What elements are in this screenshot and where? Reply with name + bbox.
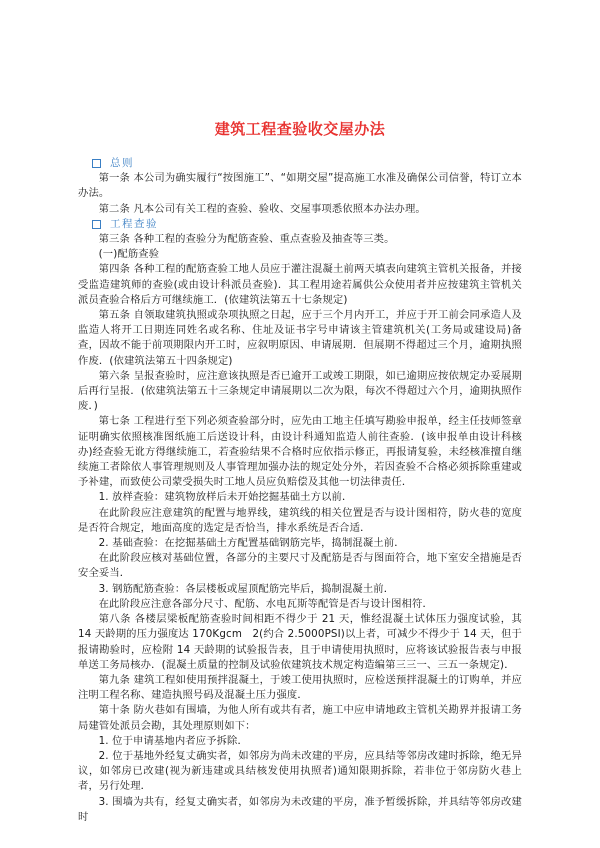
section-heading-label: 总则 [110,157,134,169]
checkbox-icon [92,159,101,168]
article-5: 第五条 自领取建筑执照或杂项执照之日起，应于三个月内开工，并应于开工前会同承造人及监造人将开工日期连同姓名或名称、住址及证书字号申请该主管建筑机关(工务局或建设局)备查，因故不能于前项期限内开工时，应叙明原因、申请展期．但展期不得超过三个月，逾期执照作废．(依建筑法第五十四条规定) [78,309,522,367]
section-heading-label: 工程查验 [110,217,158,230]
item-rebar-note: 在此阶段应注意各部分尺寸、配筋、水电瓦斯等配管是否与设计图相符． [98,597,433,610]
article-2: 第二条 凡本公司有关工程的查验、验收、交屋事项悉依照本办法办理。 [98,202,426,215]
article-1: 第一条 本公司为确实履行“按图施工”、“如期交屋”提高施工水准及确保公司信誉，特订立本办法。 [78,172,522,200]
article-4: 第四条 各种工程的配筋查验工地人员应于灌注混凝土前两天填表向建筑主管机关报备，并接受监造建筑师的查验(或由设计科派员查验)．其工程用途若属供公众使用者并应按建筑主管机关派员查验合格后方可继续施工．(依建筑法第五十七条规定) [78,263,522,306]
article-10-item-2: 2. 位于基地外经复丈确实者，如邻房为尚未改建的平房，应具结等邻房改建时拆除，绝无异议，如邻房已改建(视为新违建或具结核发使用执照者)通知限期拆除，若非位于邻房防火巷上者，另行处理． [78,749,522,793]
document-title: 建筑工程查验收交屋办法 [214,120,386,138]
item-layout-inspection: 1. 放样查验：建筑物放样后未开始挖掘基础土方以前． [98,491,353,504]
item-layout-note: 在此阶段应注意建筑的配置与地界线，建筑线的相关位置是否与设计图相符，防火巷的宽度是否符合规定，地面高度的选定是否恰当，排水系统是否合适． [78,506,522,534]
document-body [78,156,522,825]
article-9: 第九条 建筑工程如使用预拌混凝土，于竣工使用执照时，应检送预拌混凝土的订购单，并应注明工程名称、建造执照号码及混凝土压力强度． [78,673,522,702]
section-heading-general [78,156,522,171]
section-heading-inspection [78,217,522,232]
article-7: 第七条 工程进行至下列必须查验部分时，应先由工地主任填写勘验申报单，经主任技师签章证明确实依照核准图纸施工后送设计科，由设计科通知监造人前往查验．(该申报单由设计科核办)经查验无讹方得继续施工，若查验结果不合格时应依指示修正，再报请复验，未经核准擅自继续施工者除依人事管理规则及人事管理加强办法的规定处分外，若因查验不合格必须拆除重建或予补建，而致使公司蒙受损失时工地人员应负赔偿及其他一切法律责任． [78,415,522,489]
item-foundation-note: 在此阶段应核对基础位置，各部分的主要尺寸及配筋是否与图面符合，地下室安全措施是否安全妥当． [78,552,522,580]
article-10: 第十条 防火巷如有围墙，为他人所有或共有者，施工中应申请地政主管机关勘界并报请工务局建管处派员会勘，其处理原则如下： [78,704,522,732]
article-3: 第三条 各种工程的查验分为配筋查验、重点查验及抽查等三类。 [98,233,395,246]
article-10-item-3: 3. 围墙为共有，经复丈确实者，如邻房为未改建的平房，准予暂缓拆除，并具结等邻房改建时 [78,795,522,823]
checkbox-icon [92,220,101,229]
article-6: 第六条 呈报查验时，应注意该执照是否已逾开工或竣工期限，如已逾期应按依规定办妥展期后再行呈报．(依建筑法第五十三条规定申请展期以二次为限，每次不得超过六个月，逾期执照作废．) [78,369,522,413]
article-10-item-1: 1. 位于申请基地内者应予拆除． [98,734,248,747]
item-foundation-inspection: 2. 基础查验：在挖掘基础土方配置基础钢筋完毕，捣制混凝土前． [98,537,405,550]
subsection-rebar-inspection: (一)配筋查验 [98,248,160,261]
article-8: 第八条 各楼层梁板配筋查验时间相距不得少于 21 天，惟经混凝土试体压力强度试验，其 14 天龄期的压力强度达 170Kgcm 2(约合 2.5000PSI)以上者，可减少不得少于 14 天，但于报请勘验时，应检附 14 天龄期的试验报告表，且于申请使用执照时，应将该试验报告表与申报单送工务局核办．(混凝土质量的控制及试验依建筑技术规定构造编第三三一、三五一条规定)． [78,613,522,671]
item-rebar-inspection: 3. 钢筋配筋查验：各层楼板或屋顶配筋完毕后，捣制混凝土前． [98,582,395,595]
